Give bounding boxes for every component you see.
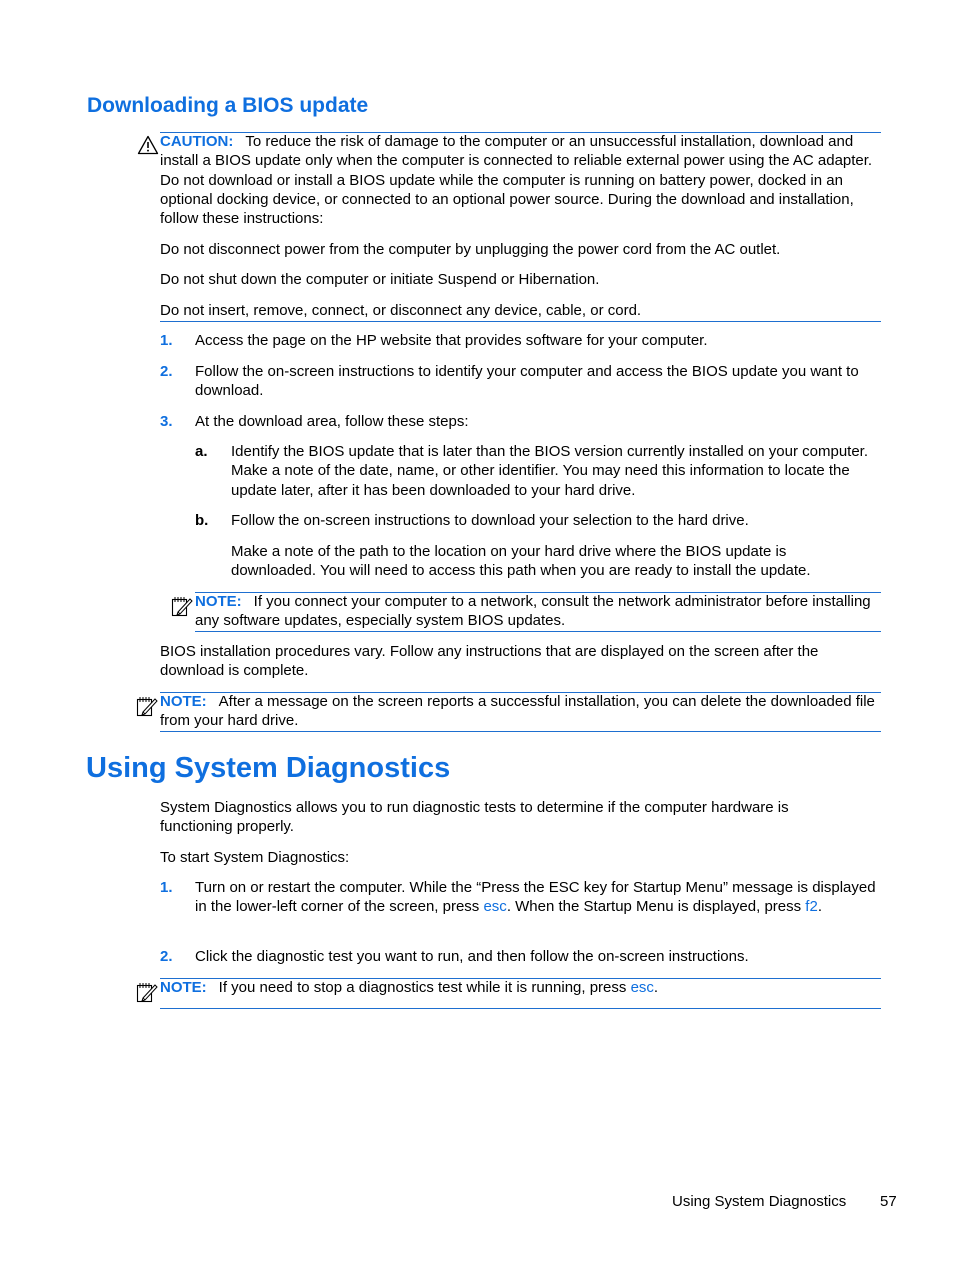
note-body: After a message on the screen reports a successful installation, you can delete the downloaded file from your hard drive. (160, 693, 875, 730)
note-text (195, 592, 885, 631)
step-number: 1. (160, 879, 173, 896)
key-f2: f2 (805, 898, 818, 916)
caution-bullet: Do not disconnect power from the computer by unplugging the power cord from the AC outlet. (160, 241, 781, 258)
note-end: . (653, 979, 659, 996)
note-body: If you need to stop a diagnostics test while it is running, press (218, 979, 631, 996)
caution-text (160, 132, 885, 228)
step-text-part: . (817, 898, 822, 916)
step-text-part: . When the Startup Menu is displayed, press (506, 898, 806, 916)
section-heading-bios: Downloading a BIOS update (87, 94, 369, 117)
note-label: NOTE: (195, 593, 242, 610)
step-number: 2. (160, 948, 173, 965)
substep-letter: a. (195, 443, 208, 460)
caution-body: To reduce the risk of damage to the computer or an unsuccessful installation, download and install a BIOS update only when the computer is connected to reliable external power using the AC adapter. Do not download or install a BIOS update while the computer is running on battery power, docked in an optional docking device, or connected to an optional power source. During the download and installation, follow these instructions: (160, 133, 873, 228)
note-icon (136, 695, 158, 717)
note-bottom-rule (195, 631, 881, 632)
note-label: NOTE: (160, 693, 207, 710)
step-text: Follow the on-screen instructions to identify your computer and access the BIOS update you want to download. (195, 363, 859, 400)
caution-bullet: Do not shut down the computer or initiate Suspend or Hibernation. (160, 271, 600, 288)
substep-paragraph: Make a note of the path to the location on your hard drive where the BIOS update is downloaded. You will need to access this path when you are ready to install the update. (231, 543, 811, 580)
note-text (160, 978, 885, 997)
note-label: NOTE: (160, 979, 207, 996)
paragraph: BIOS installation procedures vary. Follow any instructions that are displayed on the screen after the download is complete. (160, 643, 819, 680)
page-number: 57 (880, 1193, 897, 1210)
key-esc: esc (630, 979, 654, 996)
paragraph: System Diagnostics allows you to run diagnostic tests to determine if the computer hardware is functioning properly. (160, 799, 789, 836)
section-heading-diagnostics: Using System Diagnostics (86, 752, 451, 784)
paragraph: To start System Diagnostics: (160, 849, 350, 866)
caution-icon (137, 135, 159, 155)
caution-label: CAUTION: (160, 133, 234, 150)
step-text (195, 878, 885, 917)
step-number: 2. (160, 363, 173, 380)
caution-bottom-rule (160, 321, 881, 322)
caution-bullet: Do not insert, remove, connect, or disconnect any device, cable, or cord. (160, 302, 642, 319)
step-text: At the download area, follow these steps: (195, 413, 469, 430)
footer-section-title: Using System Diagnostics (672, 1193, 847, 1210)
step-number: 1. (160, 332, 173, 349)
note-bottom-rule (160, 731, 881, 732)
note-text (160, 692, 885, 731)
step-text-part: Turn on or restart the computer. While the “Press the ESC key for Startup Menu” message is displayed in the lower-left corner of the screen, press (195, 879, 876, 916)
key-esc: esc (483, 898, 507, 916)
note-body: If you connect your computer to a network, consult the network administrator before installing any software updates, especially system BIOS updates. (195, 593, 871, 630)
step-text: Click the diagnostic test you want to run, and then follow the on-screen instructions. (195, 948, 749, 965)
substep-text: Follow the on-screen instructions to download your selection to the hard drive. (231, 512, 749, 529)
substep-letter: b. (195, 512, 209, 529)
step-number: 3. (160, 413, 173, 430)
note-icon (136, 981, 158, 1003)
note-icon (171, 595, 193, 617)
step-text: Access the page on the HP website that provides software for your computer. (195, 332, 708, 349)
note-bottom-rule (160, 1008, 881, 1009)
substep-text: Identify the BIOS update that is later than the BIOS version currently installed on your computer. Make a note of the date, name, or other identifier. You may need this information to locate the update later, after it has been downloaded to your hard drive. (231, 443, 869, 499)
